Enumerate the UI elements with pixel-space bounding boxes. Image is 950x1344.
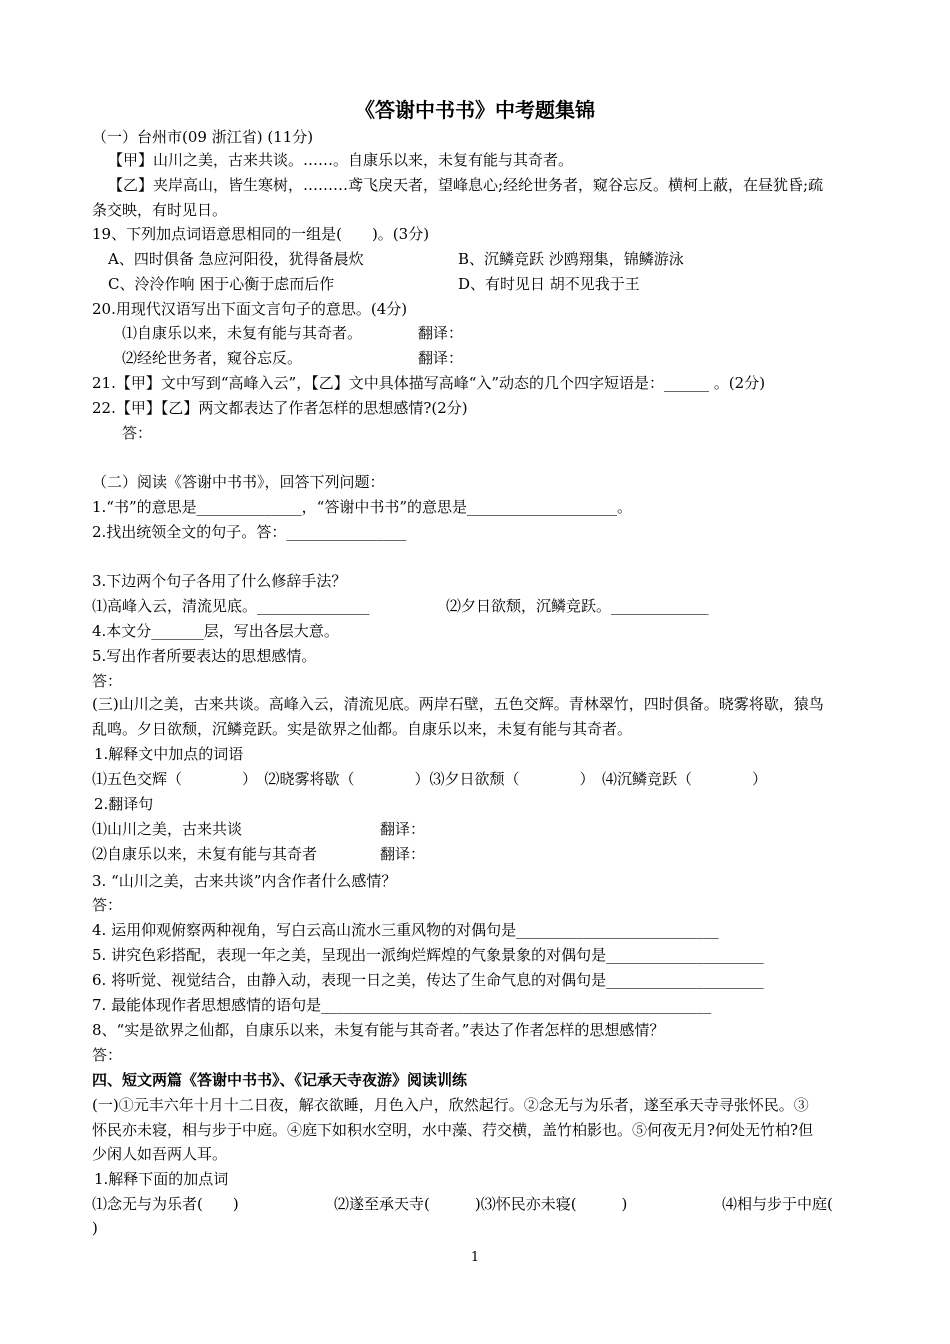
text-line: ⑵遂至承天寺( )⑶怀民亦未寝( ) <box>334 1195 628 1213</box>
text-line: ⑴自康乐以来，未复有能与其奇者。 <box>122 324 363 342</box>
text-line: 【甲】山川之美，古来共谈。……。自康乐以来，未复有能与其奇者。 <box>108 151 574 169</box>
text-line: ⑵夕日欲颓，沉鳞竞跃。_____________ <box>446 597 709 615</box>
text-line: (三)山川之美，古来共谈。高峰入云，清流见底。两岸石壁，五色交辉。青林翠竹，四时俱备。晓雾将歇，猿鸟 <box>92 695 824 713</box>
text-line: （一）台州市(09 浙江省) (11分) <box>92 128 314 146</box>
text-line: (一)①元丰六年十月十二日夜，解衣欲睡，月色入户，欣然起行。②念无与为乐者，遂至承天寺寻张怀民。③ <box>92 1096 809 1114</box>
text-line: ⑴五色交辉（ ） ⑵晓雾将歇（ ）⑶夕日欲颓（ ） ⑷沉鳞竞跃（ ） <box>92 770 768 788</box>
text-line: B、沉鳞竞跃 沙鸥翔集，锦鳞游泳 <box>458 250 684 268</box>
text-line: 答： <box>92 896 123 914</box>
text-line: 1.解释下面的加点词 <box>94 1170 229 1188</box>
text-line: 翻译： <box>380 845 426 863</box>
text-line: 答： <box>122 424 153 442</box>
text-line: （二）阅读《答谢中书书》，回答下列问题： <box>92 473 385 491</box>
text-line: 2.找出统领全文的句子。答：________________ <box>92 523 407 541</box>
text-line: 翻译： <box>418 324 464 342</box>
text-line: 20.用现代汉语写出下面文言句子的意思。(4分) <box>92 300 408 318</box>
text-line: A、四时俱备 急应河阳役，犹得备晨炊 <box>108 250 364 268</box>
text-line: 3.下边两个句子各用了什么修辞手法？ <box>92 572 347 590</box>
text-line: 少闲人如吾两人耳。 <box>92 1145 228 1163</box>
text-line: 1.“书”的意思是______________，“答谢中书书”的意思是____________________。 <box>92 498 632 516</box>
text-line: 3. “山川之美，古来共谈”内含作者什么感情？ <box>92 872 397 890</box>
text-line: 翻译： <box>418 349 464 367</box>
text-line: 乱鸣。夕日欲颓，沉鳞竞跃。实是欲界之仙都。自康乐以来，未复有能与其奇者。 <box>92 720 633 738</box>
page-title: 《答谢中书书》中考题集锦 <box>355 98 595 122</box>
text-line: 答： <box>92 672 123 690</box>
text-line: C、泠泠作响 困于心衡于虑而后作 <box>108 275 335 293</box>
text-line: ⑵经纶世务者，窥谷忘反。 <box>122 349 303 367</box>
text-line: 6. 将听觉、视觉结合，由静入动，表现一日之美，传达了生命气息的对偶句是_____________________ <box>92 971 764 989</box>
text-line: D、有时见日 胡不见我于王 <box>458 275 640 293</box>
text-line: 四、短文两篇《答谢中书书》、《记承天寺夜游》阅读训练 <box>92 1071 468 1089</box>
text-line: ⑴高峰入云，清流见底。_______________ <box>92 597 370 615</box>
text-line: 19、下列加点词语意思相同的一组是( )。(3分) <box>92 225 430 243</box>
text-line: 【乙】夹岸高山，皆生寒树，………鸢飞戾天者，望峰息心;经纶世务者，窥谷忘反。横柯上蔽，在昼犹昏;疏 <box>108 176 824 194</box>
text-line: 22.【甲】【乙】两文都表达了作者怎样的思想感情?(2分) <box>92 399 468 417</box>
text-line: 4. 运用仰观俯察两种视角，写白云高山流水三重风物的对偶句是___________________________ <box>92 921 719 939</box>
text-line: 4.本文分_______层，写出各层大意。 <box>92 622 339 640</box>
text-line: 7. 最能体现作者思想感情的语句是____________________________________________________ <box>92 996 712 1014</box>
text-line: 条交映，有时见日。 <box>92 201 228 219</box>
text-line: 1.解释文中加点的词语 <box>94 745 244 763</box>
text-line: 2.翻译句 <box>94 795 154 813</box>
text-line: 答： <box>92 1046 123 1064</box>
text-line: ⑷相与步于中庭( <box>722 1195 833 1213</box>
text-line: 8、“实是欲界之仙都，自康乐以来，未复有能与其奇者。”表达了作者怎样的思想感情？ <box>92 1021 665 1039</box>
text-line: 怀民亦未寝，相与步于中庭。④庭下如积水空明，水中藻、荇交横，盖竹柏影也。⑤何夜无月?何处无竹柏?但 <box>92 1121 814 1139</box>
text-line: ⑵自康乐以来，未复有能与其奇者 <box>92 845 318 863</box>
text-line: 翻译： <box>380 820 426 838</box>
text-line: 21.【甲】文中写到“高峰入云”，【乙】文中具体描写高峰“入”动态的几个四字短语是：______ 。(2分) <box>92 374 766 392</box>
text-line: 5. 讲究色彩搭配，表现一年之美，呈现出一派绚烂辉煌的气象景象的对偶句是_____________________ <box>92 946 764 964</box>
text-line: ⑴山川之美，古来共谈 <box>92 820 243 838</box>
text-line: 5.写出作者所要表达的思想感情。 <box>92 647 317 665</box>
page-number: 1 <box>470 1250 480 1265</box>
text-line: ⑴念无与为乐者( ) <box>92 1195 239 1213</box>
text-line: ) <box>92 1219 98 1237</box>
